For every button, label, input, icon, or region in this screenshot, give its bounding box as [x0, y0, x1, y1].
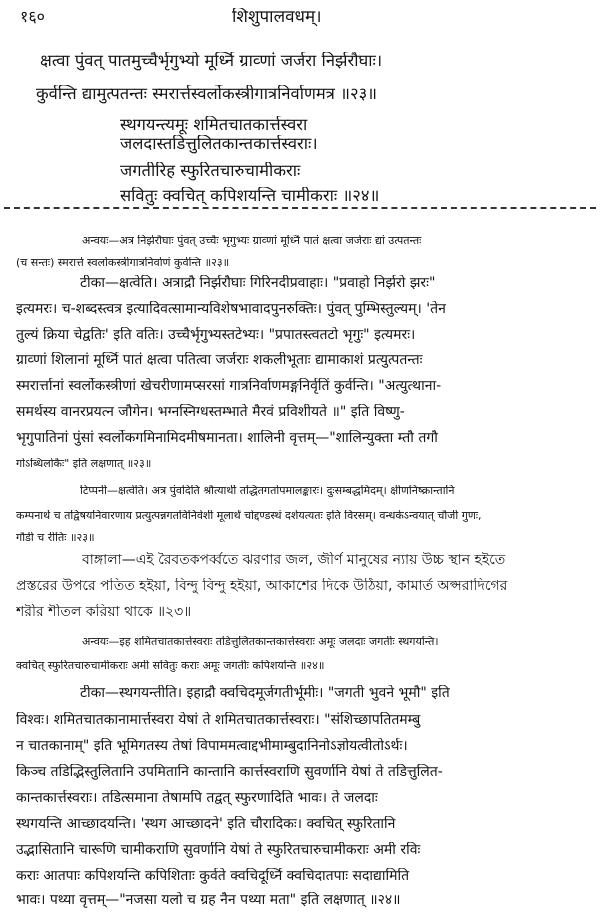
page-number: १६० — [20, 8, 45, 26]
commentary-line: किञ्च तडिद्भिस्तुलितानि उपमितानि कान्तानि कार्त्तस्वराणि सुवर्णानि येषां ते तडित्तुलित- — [16, 764, 443, 780]
commentary-line: टीका—क्षत्वेति। अत्राद्रौ निर्झरौघाः गिरिनदीप्रवाहाः। "प्रवाहो निर्झरो झरः" — [80, 275, 436, 291]
anvaya-line: क्वचित् स्फुरितचारुचामीकराः अमी सवितुः कराः अमूः जगतीः कपिशयन्ति ॥२४॥ — [16, 660, 325, 672]
commentary-line: भावः। पथ्या वृत्तम्—"नजसा यलो च ग्रह नैन पथ्या मता" इति लक्षणात् ॥२४॥ — [16, 892, 401, 908]
commentary-line: गोऽब्धिलोकैः" इति लक्षणात् ॥२३॥ — [16, 458, 152, 470]
bangla-line: প্রস্তরের উপরে পতিত হইয়া, বিন্দু বিন্দু হইয়া, আকাশের দিকে উঠিয়া, কামার্ত অপ্সরাদিগের — [16, 578, 508, 594]
verse-line: जलदास्तडित्तुलितकान्तकार्त्तस्वराः। — [120, 135, 318, 153]
commentary-line: तुल्यं क्रिया चेद्वतिः' इति वतिः। उच्चैर्भृगुभ्यस्तटेभ्यः। "प्रपातस्त्वतटो भृगुः" इत्यमरः। — [16, 327, 416, 343]
commentary-line: कान्तकार्त्तस्वराः। तडित्समाना तेषामपि तद्वत् स्फुरणादिति भावः। ते जलदाः — [16, 790, 378, 806]
tippani-line: टिप्पनी—क्षत्वेति। अत्र पुंवदिति श्रौत्यार्थी तद्धितगतोपमालङ्कारः। दुःसम्बद्धमिदम्। क्षीणनिष्क्रान्तानि — [80, 485, 455, 497]
commentary-line: उद्भासितानि चारूणि चामीकराणि सुवर्णानि येषां ते स्फुरितचारुचामीकराः अमी रविः — [16, 842, 421, 858]
verse-line: स्थगयन्त्यमूः शमितचातकार्त्तस्वरा — [120, 116, 308, 134]
commentary-line: कराः आतपाः कपिशयन्ति कपिशिताः कुर्वते क्वचिदूर्ध्नि क्वचिदातपाः सदाद्यामिति — [16, 868, 410, 884]
commentary-line: विश्वः। शमितचातकानामार्त्तस्वरा येषां ते शमितचातकार्त्तस्वराः। "संशिच्छापतितमम्बु — [16, 712, 421, 728]
bangla-line: বাঙ্গালা—এই রৈবতকপর্ব্বতে ঝরণার জল, জীর্ণ মানুষের ন্যায় উচ্চ স্থান হইতে — [82, 552, 506, 568]
tippani-line: गौडी च रीतिः ॥२३॥ — [16, 532, 95, 544]
commentary-line: न चातकानाम्" इति भूमिगतस्य तेषां विपाममत्वाद्दभीमाम्बुदानिनोऽज्ञोयत्वीतोऽर्थः। — [16, 738, 408, 754]
verse-line: क्षत्वा पुंवत् पातमुच्चैर्भृगुभ्यो मूर्ध्नि ग्राव्णां जर्जरा निर्झरौघाः। — [40, 52, 383, 70]
commentary-line: भृगुपातिनां पुंसां स्वर्लोकगमिनामिदमीषमानता। शालिनी वृत्तम्—"शालिन्युक्ता म्तौ तगौ — [16, 430, 438, 446]
running-title: शिशुपालवधम्। — [232, 8, 322, 27]
anvaya-line: अन्वयः—अत्र निर्झरौघाः पुंवत् उच्चैः भृगुभ्यः ग्राव्णां मूर्ध्नि पातं क्षत्वा जर्जराः द्यां उत्पतन्तः — [82, 235, 422, 247]
anvaya-line: अन्वयः—इह शमितचातकार्त्तस्वराः तडित्तुलितकान्तकार्त्तस्वराः अमूः जलदाः जगतीः स्थगयन्ति। — [82, 636, 439, 648]
verse-line: कुर्वन्ति द्यामुत्पतन्तः स्मरार्त्तस्वर्लोकस्त्रीगात्रनिर्वाणमत्र ॥२३॥ — [36, 85, 378, 103]
bangla-line: শরীর শীতল করিয়া থাকে ॥২৩॥ — [16, 604, 192, 620]
commentary-line: टीका—स्थगयन्तीति। इहाद्रौ क्वचिदमूर्जगतीर्भूमीः। "जगती भुवने भूमौ" इति — [80, 685, 450, 701]
tippani-line: कम्पनार्थे च तद्विषयनिवारणाय प्रत्युत्पन्नगतविनिवेशी मूलार्थं चोद्दण्डस्थं दर्शयत्यतः इति विरसम्। वन्धकेऽन्वयात् चौजी गुणः, — [16, 510, 482, 522]
commentary-line: समर्थस्य वानरप्रयत्न जौगेन। भग्नस्निग्धस्तम्भाते मैरवं प्रविशीयते ॥" इति विष्णु- — [16, 404, 405, 420]
commentary-line: इत्यमरः। च-शब्दस्त्वत्र इत्यादिवत्सामान्यविशेषभावादपुनरुक्तिः। पुंवत् पुम्भिस्तुल्यम्। 'तेन — [16, 301, 446, 317]
section-divider — [4, 207, 596, 209]
commentary-line: ग्राव्णां शिलानां मूर्ध्नि पातं क्षत्वा पतित्वा जर्जराः शकलीभूताः द्यामाकाशं प्रत्युत्पतन्तः — [16, 352, 423, 368]
verse-line: जगतीरिह स्फुरितचारुचामीकराः — [120, 162, 301, 180]
commentary-line: स्मरार्त्तानां स्वर्लोकस्त्रीणां खेचरीणामप्सरसां गात्रनिर्वाणमङ्गनिर्वृतिं कुर्वन्ति। "अत्युत्थाना- — [16, 378, 442, 394]
verse-line: सवितुः क्वचित् कपिशयन्ति चामीकराः ॥२४॥ — [120, 187, 380, 205]
commentary-line: स्थगयन्ति आच्छादयन्ति। 'स्थग आच्छादने' इति चौरादिकः। क्वचित् स्फुरितानि — [16, 816, 396, 832]
anvaya-line: (च सन्तः) स्मरार्त्त स्वर्लोकस्त्रीगात्रनिर्वाणं कुर्वन्ति ॥२३॥ — [16, 257, 230, 269]
